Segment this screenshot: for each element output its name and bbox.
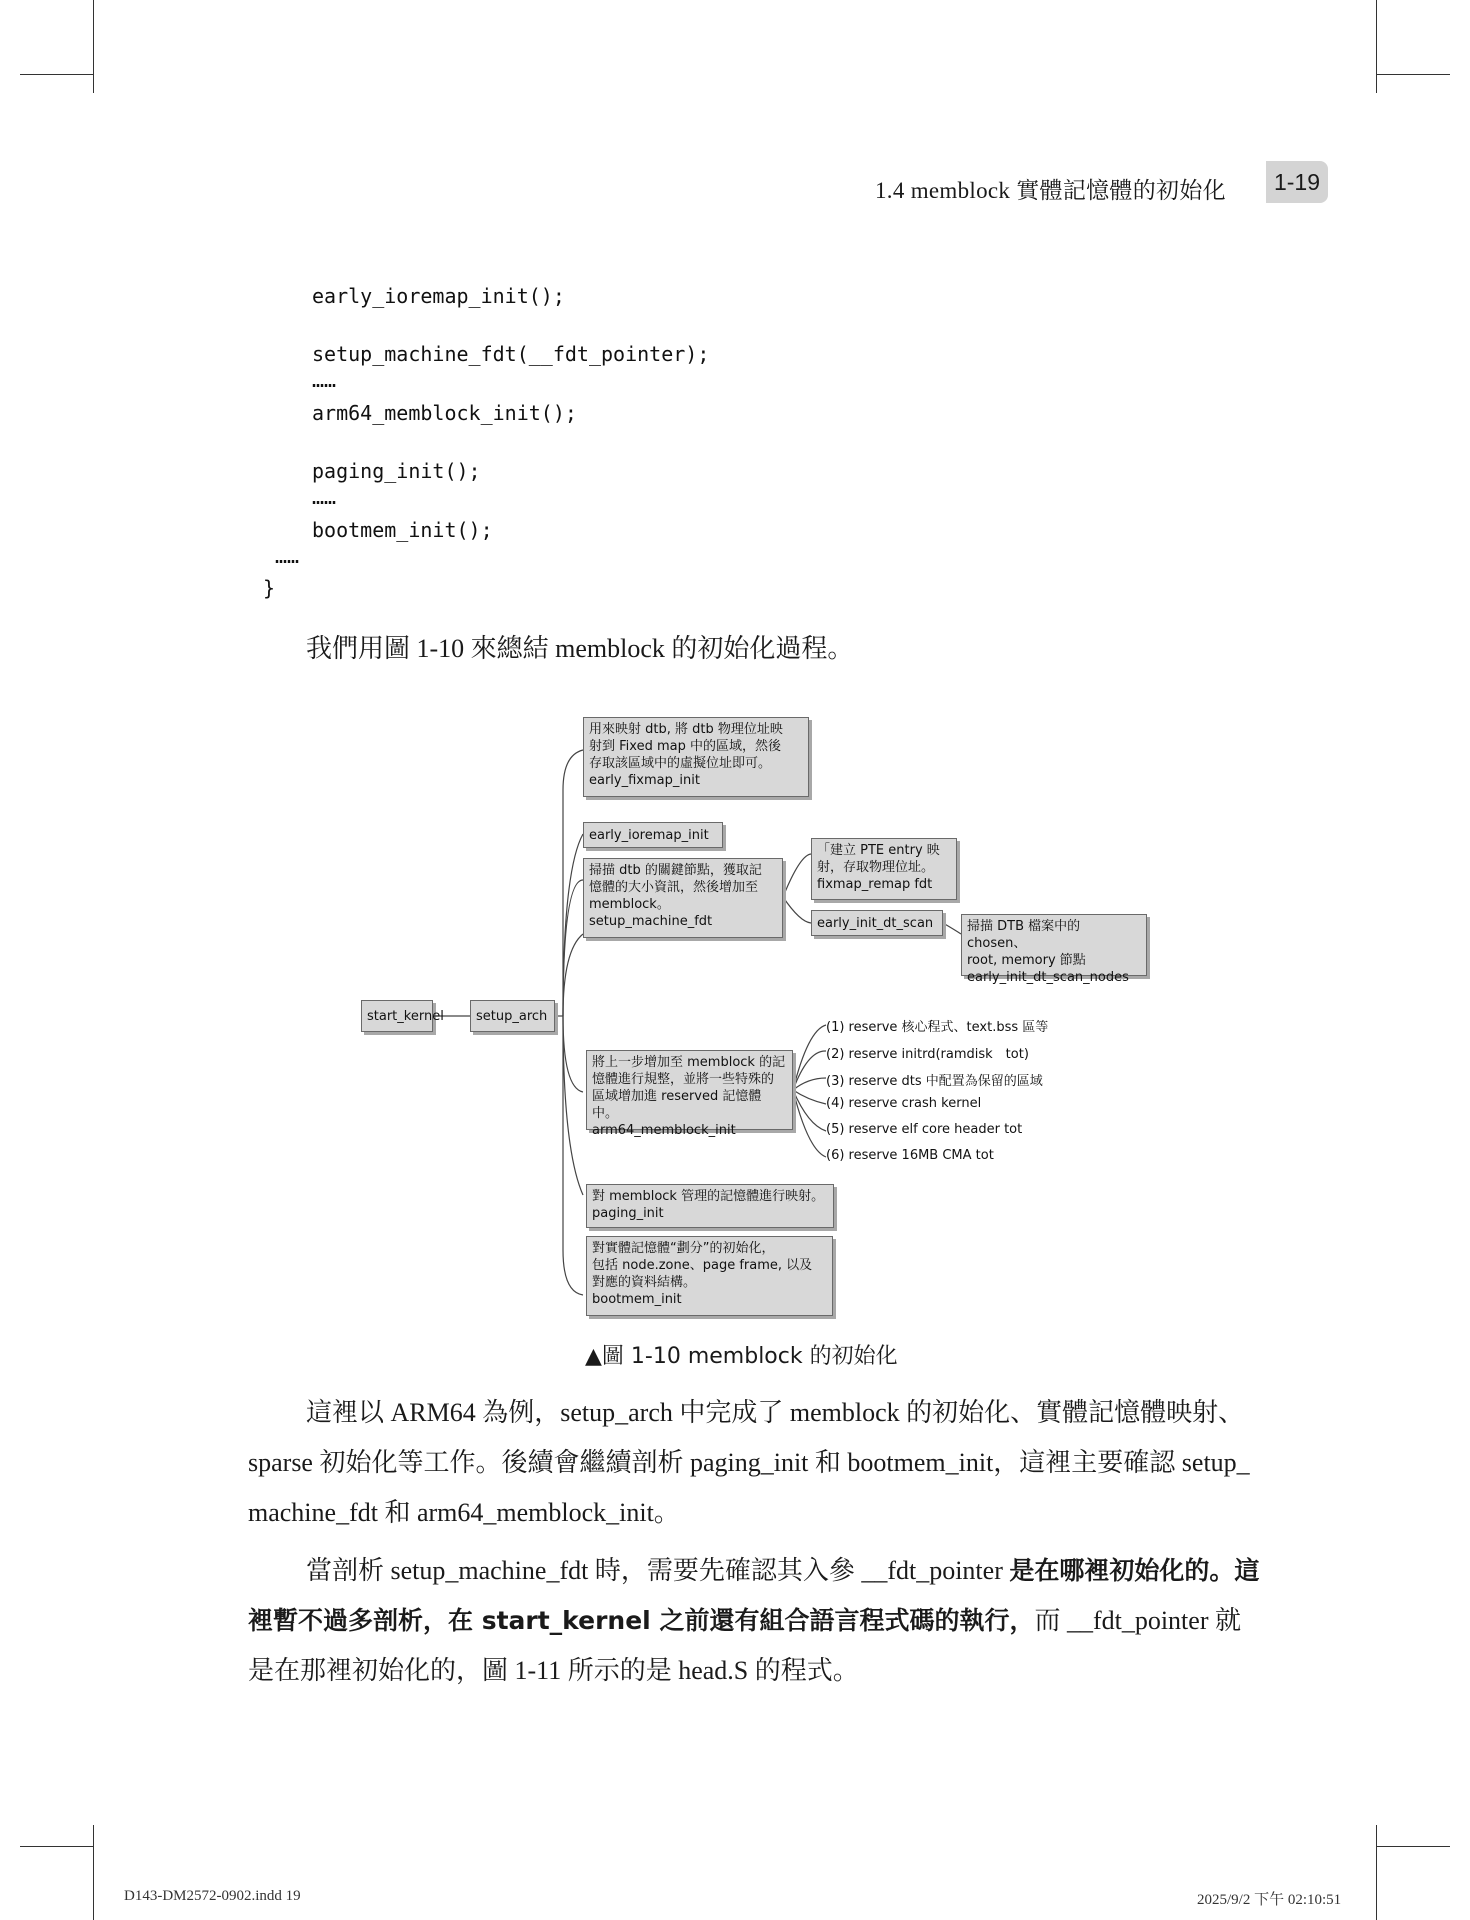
code-line: bootmem_init(); xyxy=(312,518,493,542)
setup-machine-fdt-node: 掃描 dtb 的關鍵節點，獲取記 憶體的大小資訊，然後增加至 memblock。 setup_machine_fdt xyxy=(583,858,783,938)
reserve-item: (2) reserve initrd(ramdisk tot) xyxy=(826,1047,1029,1062)
reserve-item: (5) reserve elf core header tot xyxy=(826,1122,1023,1137)
page-number-tab: 1-19 xyxy=(1266,161,1328,203)
early-ioremap-init-node: early_ioremap_init xyxy=(583,822,723,848)
code-line: setup_machine_fdt(__fdt_pointer); xyxy=(312,342,710,366)
setup-arch-node: setup_arch xyxy=(470,1000,555,1032)
intro-paragraph: 我們用圖 1-10 來總結 memblock 的初始化過程。 xyxy=(306,634,854,663)
paging-init-node: 對 memblock 管理的記憶體進行映射。 paging_init xyxy=(586,1184,834,1228)
body-paragraph-1: 這裡以 ARM64 為例，setup_arch 中完成了 memblock 的初始化、實體記憶體映射、sparse 初始化等工作。後續會繼續剖析 paging_init 和 bootmem_init，這裡主要確認 setup_ machine_fdt 和 arm64_memblock_init。 xyxy=(248,1398,1250,1527)
fixmap-remap-fdt-node: 「建立 PTE entry 映 射，存取物理位址。 fixmap_remap fdt xyxy=(811,838,957,900)
footer-file: D143-DM2572-0902.indd 19 xyxy=(124,1888,301,1904)
running-header: 1.4 memblock 實體記憶體的初始化 xyxy=(875,178,1226,203)
code-line: …… xyxy=(312,368,337,392)
early-init-dt-scan-node: early_init_dt_scan xyxy=(811,910,943,936)
body-paragraph-2: 當剖析 setup_machine_fdt 時，需要先確認其入參 __fdt_pointer 是在哪裡初始化的。這裡暫不過多剖析，在 start_kernel 之前還有組合語言程式碼的執行，而 __fdt_pointer 就是在那裡初始化的，圖 1-11 所示的是 head.S 的程式。 xyxy=(248,1556,1260,1685)
reserve-item: (4) reserve crash kernel xyxy=(826,1096,982,1111)
code-line: paging_init(); xyxy=(312,459,481,483)
reserve-item: (1) reserve 核心程式、text.bss 區等 xyxy=(826,1020,1049,1035)
code-line: arm64_memblock_init(); xyxy=(312,401,577,425)
code-line: } xyxy=(263,576,276,600)
reserve-item: (6) reserve 16MB CMA tot xyxy=(826,1148,994,1163)
start-kernel-node: start_kernel xyxy=(361,1000,433,1032)
bootmem-init-node: 對實體記憶體“劃分”的初始化， 包括 node.zone、page frame, 以及 對應的資料結構。 bootmem_init xyxy=(586,1236,833,1316)
code-line: …… xyxy=(275,544,300,568)
footer-timestamp: 2025/9/2 下午 02:10:51 xyxy=(1197,1892,1342,1908)
early-init-dt-scan-nodes-node: 掃描 DTB 檔案中的 chosen、 root, memory 節點 early_init_dt_scan_nodes xyxy=(961,914,1147,976)
figure-caption: ▲圖 1-10 memblock 的初始化 xyxy=(585,1344,898,1369)
code-line: …… xyxy=(312,485,337,509)
reserve-item: (3) reserve dts 中配置為保留的區域 xyxy=(826,1074,1043,1089)
bold-text: 是在哪裡初始化的。這裡暫不過多剖析，在 start_kernel 之前還有組合語言程式碼的執行， xyxy=(248,1556,1260,1635)
arm64-memblock-init-node: 將上一步增加至 memblock 的記 憶體進行規整，並將一些特殊的 區域增加進 reserved 記憶體中。 arm64_memblock_init xyxy=(586,1050,793,1130)
code-line: early_ioremap_init(); xyxy=(312,284,565,308)
early-fixmap-init-node: 用來映射 dtb, 將 dtb 物理位址映 射到 Fixed map 中的區域，然後 存取該區域中的虛擬位址即可。 early_fixmap_init xyxy=(583,717,809,797)
